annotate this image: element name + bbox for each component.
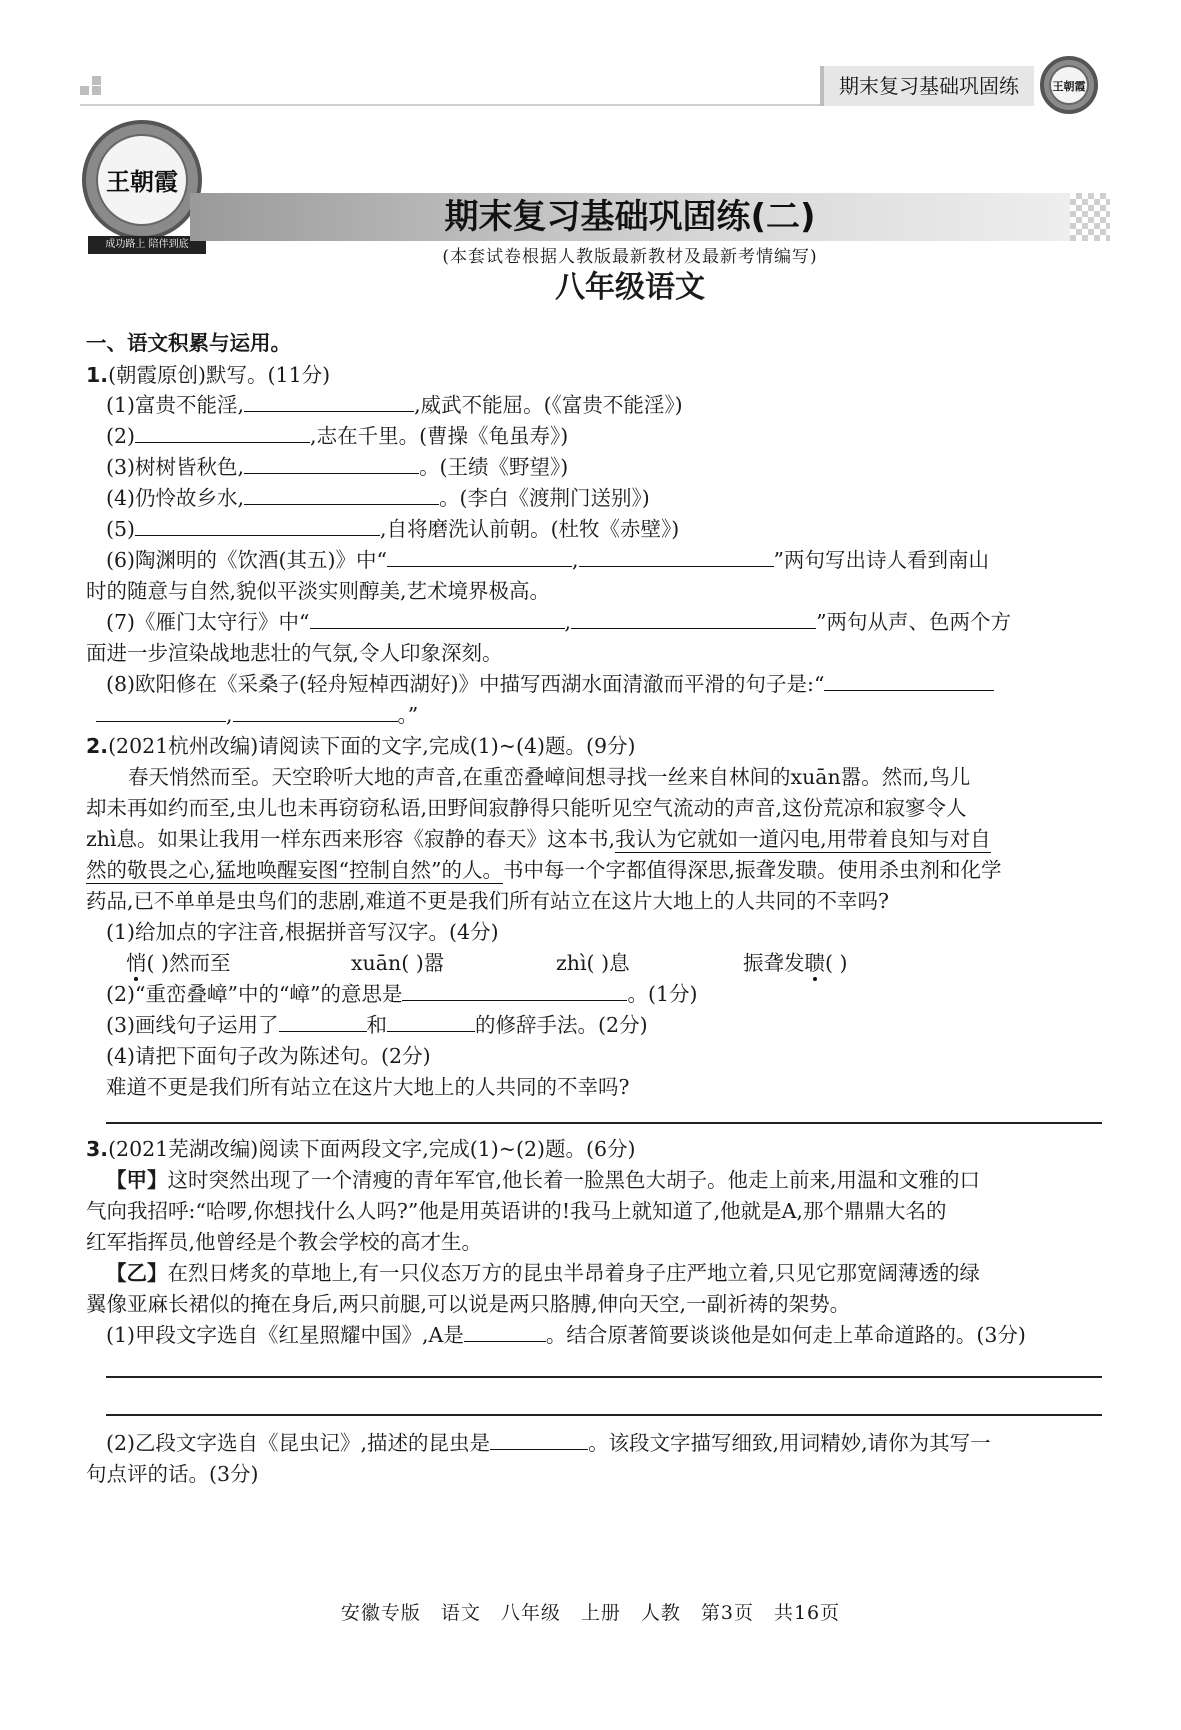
underlined-sentence: 然的敬畏之心,猛地唤醒妄图“控制自然”的人。	[86, 858, 503, 882]
answer-blank[interactable]	[135, 515, 380, 536]
q2-sub3-text: (3)画线句子运用了	[106, 1013, 279, 1037]
comma: ,	[572, 548, 579, 572]
q1-item-8-text: (8)欧阳修在《采桑子(轻舟短棹西湖好)》中描写西湖水面清澈而平滑的句子是:“	[106, 672, 825, 696]
q3-stem	[86, 1132, 636, 1162]
q1-item-5	[106, 512, 679, 542]
answer-blank[interactable]	[571, 608, 816, 629]
q1-stem	[86, 358, 330, 388]
header-logo-icon	[1040, 56, 1098, 114]
header-brand: 王朝霞	[1049, 65, 1089, 105]
q2-stem-text: (2021杭州改编)请阅读下面的文字,完成(1)~(4)题。(9分)	[108, 734, 636, 758]
q1-item-1	[106, 388, 683, 418]
answer-line[interactable]	[106, 1376, 1102, 1378]
pinyin-blank[interactable]: ( )然而至	[146, 951, 231, 975]
section-heading: 一、语文积累与运用。	[86, 331, 291, 355]
answer-blank[interactable]	[579, 546, 774, 567]
comma: ,	[564, 610, 572, 634]
q1-stem-text: (朝霞原创)默写。(11分)	[108, 363, 331, 387]
comma: ,	[226, 703, 233, 727]
q1-item-2-source: ,志在千里。(曹操《龟虽寿》)	[310, 424, 569, 448]
q2-passage-line	[86, 822, 991, 852]
q3-sub2-text: (2)乙段文字选自《昆虫记》,描述的昆虫是	[106, 1431, 491, 1455]
pinyin-item-2	[351, 946, 444, 976]
answer-blank[interactable]	[490, 1429, 588, 1450]
title-checker-decoration	[1070, 193, 1110, 241]
word-text: 振聋发	[743, 951, 805, 975]
q2-passage-line: 却未再如约而至,虫儿也未再窃窃私语,田野间寂静得只能听见空气流动的声音,这份荒凉和寂寥令人	[86, 796, 967, 820]
jia-tag: 【甲】	[106, 1168, 168, 1192]
q1-item-4	[106, 481, 650, 511]
q3-yi-line: 翼像亚麻长裙似的掩在身后,两只前腿,可以说是两只胳膊,伸向天空,一副祈祷的架势。	[86, 1292, 851, 1316]
q3-sub2-tail: 。该段文字描写细致,用词精妙,请你为其写一	[588, 1431, 991, 1455]
q3-sub1-text: (1)甲段文字选自《红星照耀中国》,A是	[106, 1323, 464, 1347]
answer-blank[interactable]	[310, 608, 565, 629]
answer-blank[interactable]	[233, 701, 398, 722]
hanzi-blank[interactable]: )嚣	[409, 951, 445, 975]
q1-number: 1.	[86, 363, 109, 387]
header-tab: 期末复习基础巩固练	[820, 66, 1034, 106]
underlined-sentence: 我认为它就如一道闪电,用带着良知与对自	[615, 827, 991, 851]
q2-passage-line: 春天悄然而至。天空聆听大地的声音,在重峦叠嶂间想寻找一丝来自林间的xuān嚣。然而,鸟儿	[128, 765, 971, 789]
q2-sub4-question: 难道不更是我们所有站立在这片大地上的人共同的不幸吗?	[106, 1075, 630, 1099]
answer-blank[interactable]	[464, 1321, 546, 1342]
q3-stem-text: (2021芜湖改编)阅读下面两段文字,完成(1)~(2)题。(6分)	[108, 1137, 636, 1161]
q2-sub3-tail: 的修辞手法。(2分)	[475, 1013, 648, 1037]
q1-item-2-text: (2)	[106, 424, 136, 448]
q2-passage-line: 药品,已不单单是虫鸟们的悲剧,难道不更是我们所有站立在这片大地上的人共同的不幸吗?	[86, 889, 890, 913]
q1-item-4-source: 。(李白《渡荆门送别》)	[439, 486, 650, 510]
q3-jia-line	[106, 1163, 980, 1193]
q1-item-6-text: (6)陶渊明的《饮酒(其五)》中“	[106, 548, 388, 572]
and-text: 和	[366, 1013, 388, 1037]
q1-item-7-tail: ”两句从声、色两个方	[816, 610, 1012, 634]
q2-sub2	[106, 977, 698, 1007]
q2-stem	[86, 729, 636, 759]
q1-item-8	[106, 667, 994, 697]
q2-sub2-text: (2)“重峦叠嶂”中的“嶂”的意思是	[106, 982, 403, 1006]
q2-sub2-score: 。(1分)	[627, 982, 698, 1006]
q3-jia-line: 红军指挥员,他曾经是个教会学校的高才生。	[86, 1230, 483, 1254]
q3-jia-line: 气向我招呼:“哈啰,你想找什么人吗?”他是用英语讲的!我马上就知道了,他就是A,那个鼎鼎大名的	[86, 1199, 947, 1223]
q1-item-7-text: (7)《雁门太守行》中“	[106, 610, 310, 634]
quote-end: 。”	[397, 703, 419, 727]
answer-blank[interactable]	[387, 546, 572, 567]
pinyin-item-4	[743, 946, 848, 976]
q1-item-1-source: ,威武不能屈。(《富贵不能淫》)	[414, 393, 683, 417]
q3-number: 3.	[86, 1137, 109, 1161]
q1-item-7	[106, 605, 1011, 635]
q2-sub4: (4)请把下面句子改为陈述句。(2分)	[106, 1044, 431, 1068]
answer-blank[interactable]	[402, 980, 627, 1001]
q3-sub1-tail: 。结合原著简要谈谈他是如何走上革命道路的。(3分)	[545, 1323, 1026, 1347]
q1-item-3	[106, 450, 568, 480]
page-footer: 安徽专版 语文 八年级 上册 人教 第3页 共16页	[340, 1602, 841, 1624]
pinyin-text: xuān(	[351, 951, 410, 975]
pinyin-item-1	[126, 946, 231, 976]
answer-blank[interactable]	[135, 422, 310, 443]
q1-item-5-text: (5)	[106, 517, 136, 541]
q1-item-4-text: (4)仍怜故乡水,	[106, 486, 245, 510]
dotted-char: 聩	[804, 951, 825, 975]
q1-item-3-source: 。(王绩《野望》)	[419, 455, 569, 479]
answer-blank[interactable]	[824, 670, 994, 691]
q3-sub2-cont: 句点评的话。(3分)	[86, 1462, 259, 1486]
passage-text: 这时突然出现了一个清瘦的青年军官,他长着一脸黑色大胡子。他走上前来,用温和文雅的口	[167, 1168, 981, 1192]
yi-tag: 【乙】	[106, 1261, 168, 1285]
q2-number: 2.	[86, 734, 109, 758]
pinyin-text: zhì(	[556, 951, 595, 975]
q1-item-8-cont	[96, 698, 418, 728]
passage-text: 书中每一个字都值得深思,振聋发聩。使用杀虫剂和化学	[502, 858, 1002, 882]
page-subtitle: (本套试卷根据人教版最新教材及最新考情编写)	[442, 247, 818, 267]
brand-logo-icon	[82, 120, 202, 240]
answer-blank[interactable]	[279, 1011, 367, 1032]
dotted-char: 悄	[126, 951, 147, 975]
answer-blank[interactable]	[387, 1011, 475, 1032]
q1-item-6	[106, 543, 989, 573]
q1-item-6-tail: ”两句写出诗人看到南山	[773, 548, 990, 572]
q1-item-2	[106, 419, 568, 449]
q1-item-1-text: (1)富贵不能淫,	[106, 393, 245, 417]
q2-sub1: (1)给加点的字注音,根据拼音写汉字。(4分)	[106, 920, 499, 944]
q1-item-5-source: ,自将磨洗认前朝。(杜牧《赤壁》)	[380, 517, 680, 541]
hanzi-blank[interactable]: )息	[594, 951, 630, 975]
q1-item-6-cont: 时的随意与自然,貌似平淡实则醇美,艺术境界极高。	[86, 579, 551, 603]
answer-blank[interactable]	[244, 484, 439, 505]
q1-item-3-text: (3)树树皆秋色,	[106, 455, 245, 479]
answer-line[interactable]	[106, 1122, 1102, 1124]
answer-blank[interactable]	[96, 701, 226, 722]
q3-sub1	[106, 1318, 1026, 1348]
answer-line[interactable]	[106, 1414, 1102, 1416]
q3-yi-line	[106, 1256, 980, 1286]
q1-item-7-cont: 面进一步渲染战地悲壮的气氛,令人印象深刻。	[86, 641, 503, 665]
answer-blank[interactable]	[244, 453, 419, 474]
passage-text: 在烈日烤炙的草地上,有一只仪态万方的昆虫半昂着身子庄严地立着,只见它那宽阔薄透的绿	[167, 1261, 981, 1285]
grade-subject: 八年级语文	[555, 270, 705, 305]
logo-name: 王朝霞	[96, 134, 188, 226]
page-title: 期末复习基础巩固练(二)	[444, 197, 816, 237]
passage-text: zhì息。如果让我用一样东西来形容《寂静的春天》这本书,	[86, 827, 616, 851]
q2-sub3	[106, 1008, 648, 1038]
logo-ribbon: 成功路上 陪伴到底	[88, 236, 206, 254]
q2-passage-line	[86, 853, 1002, 883]
q3-sub2	[106, 1426, 991, 1456]
answer-blank[interactable]	[244, 391, 414, 412]
pinyin-item-3	[556, 946, 630, 976]
pinyin-blank[interactable]: ( )	[825, 951, 848, 975]
